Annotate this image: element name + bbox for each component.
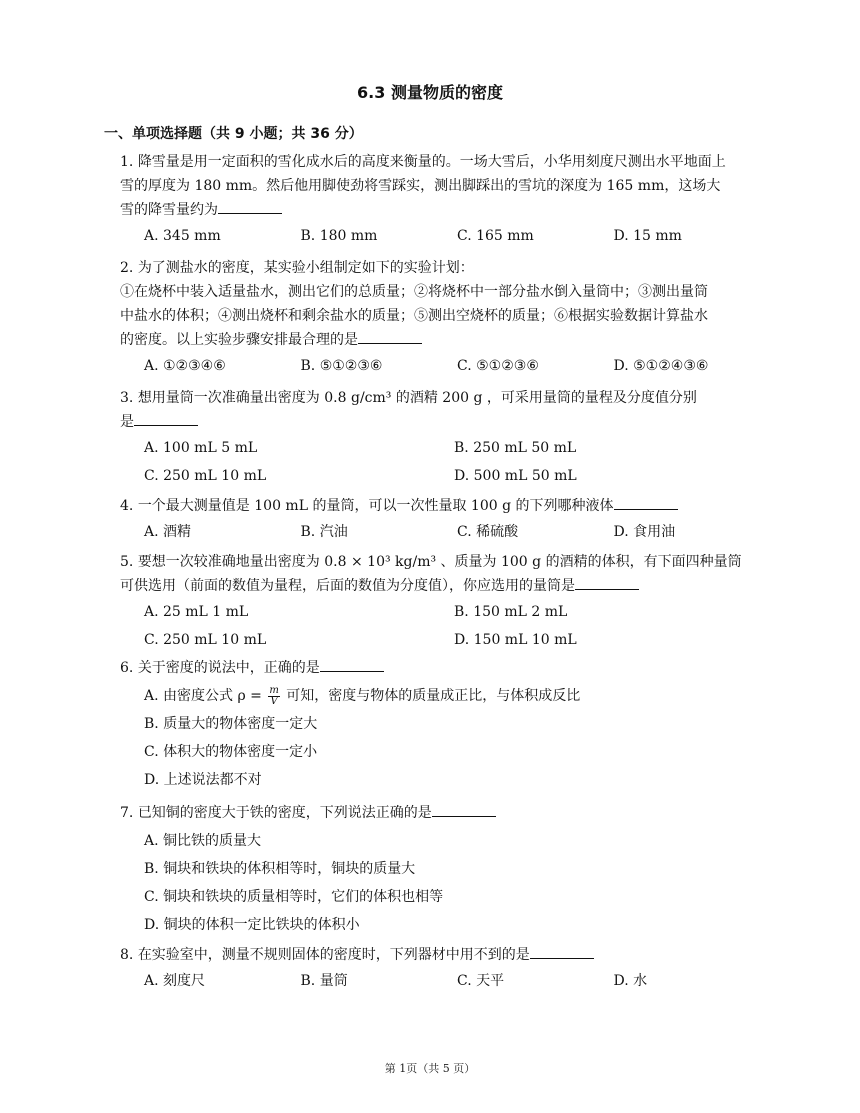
question-number: 7.	[120, 805, 134, 821]
option-d: D. 食用油	[613, 524, 676, 540]
question-number: 4.	[120, 498, 134, 514]
option-d: D. 铜块的体积一定比铁块的体积小	[144, 917, 360, 933]
option-c: C. 铜块和铁块的质量相等时，它们的体积也相等	[144, 889, 444, 905]
option-b: B. 150 mL 2 mL	[454, 604, 568, 620]
option-c: C. 250 mL 10 mL	[144, 468, 267, 484]
question-4-options	[120, 520, 770, 544]
option-a: A. 345 mm	[144, 228, 221, 244]
question-3	[120, 386, 770, 488]
question-5-stem: 5. 要想一次较准确地量出密度为 0.8 × 10³ kg/m³ 、质量为 100 g 的酒精的体积，有下面四种量筒 可供选用（前面的数值为量程，后面的数值为分度值），你应选用的量筒是	[120, 554, 742, 594]
page-title: 6.3 测量物质的密度	[357, 83, 503, 102]
question-2	[120, 256, 770, 378]
question-3-stem: 3. 想用量筒一次准确量出密度为 0.8 g/cm³ 的酒精 200 g ，可采用量筒的量程及分度值分别 是	[120, 390, 697, 430]
question-7	[120, 801, 770, 939]
question-number: 6.	[120, 660, 134, 676]
question-number: 3.	[120, 390, 134, 406]
option-c: C. 体积大的物体密度一定小	[144, 744, 318, 760]
question-7-stem: 7. 已知铜的密度大于铁的密度，下列说法正确的是	[120, 801, 770, 825]
option-a: A. ①②③④⑥	[144, 358, 226, 374]
option-a: A. 铜比铁的质量大	[144, 833, 262, 849]
question-3-options	[120, 436, 770, 488]
option-d: D. 150 mL 10 mL	[454, 632, 577, 648]
option-b: B. 250 mL 50 mL	[454, 440, 577, 456]
question-6-stem: 6. 关于密度的说法中，正确的是	[120, 656, 770, 680]
option-c: C. 稀硫酸	[457, 524, 519, 540]
question-5	[120, 550, 770, 652]
option-a: A. 由密度公式 ρ = $\frac{m}{V}$ 可知，密度与物体的质量成正比，与体积成反比	[144, 684, 581, 707]
option-c: C. ⑤①②③⑥	[457, 358, 539, 374]
answer-blank	[358, 329, 422, 344]
option-d: D. ⑤①②④③⑥	[613, 358, 709, 374]
question-4-stem: 4. 一个最大测量值是 100 mL 的量筒，可以一次性量取 100 g 的下列哪种液体	[120, 494, 770, 518]
option-b: B. 铜块和铁块的体积相等时，铜块的质量大	[144, 861, 416, 877]
answer-blank	[320, 657, 384, 672]
option-a: A. 100 mL 5 mL	[144, 440, 258, 456]
question-number: 8.	[120, 947, 134, 963]
question-7-options	[120, 827, 770, 939]
question-1-options	[120, 224, 770, 248]
section-heading: 一、单项选择题（共 9 小题；共 36 分）	[104, 126, 363, 142]
option-d: D. 水	[613, 973, 648, 989]
question-4	[120, 494, 770, 544]
question-2-stem: 2. 为了测盐水的密度，某实验小组制定如下的实验计划： ①在烧杯中装入适量盐水，测出它们的总质量；②将烧杯中一部分盐水倒入量筒中；③测出量筒 中盐水的体积；④测出烧杯和剩余盐水的质量；⑤测出空烧杯的质量；⑥根据实验数据计算盐水 的密度。以上实验步骤安排最合理的是	[120, 260, 708, 348]
question-1	[120, 150, 770, 248]
question-5-options	[120, 600, 770, 652]
option-a: A. 25 mL 1 mL	[144, 604, 249, 620]
question-number: 2.	[120, 260, 134, 276]
option-a: A. 刻度尺	[144, 973, 206, 989]
answer-blank	[575, 575, 639, 590]
question-8-stem: 8. 在实验室中，测量不规则固体的密度时，下列器材中用不到的是	[120, 943, 770, 967]
option-b: B. 质量大的物体密度一定大	[144, 716, 318, 732]
option-c: C. 250 mL 10 mL	[144, 632, 267, 648]
answer-blank	[218, 199, 282, 214]
question-1-stem: 1. 降雪量是用一定面积的雪化成水后的高度来衡量的。一场大雪后，小华用刻度尺测出水平地面上 雪的厚度为 180 mm。然后他用脚使劲将雪踩实，测出脚踩出的雪坑的深度为 165 mm，这场大 雪的降雪量约为	[120, 154, 726, 218]
question-8	[120, 943, 770, 993]
question-8-options	[120, 969, 770, 993]
answer-blank	[432, 802, 496, 817]
option-c: C. 天平	[457, 973, 505, 989]
question-2-options	[120, 354, 770, 378]
option-a: A. 酒精	[144, 524, 192, 540]
option-b: B. ⑤①②③⑥	[300, 358, 383, 374]
option-b: B. 180 mm	[300, 228, 378, 244]
answer-blank	[134, 411, 198, 426]
answer-blank	[530, 944, 594, 959]
density-formula-fraction: $\frac{m}{V}$	[269, 684, 279, 707]
question-number: 1.	[120, 154, 134, 170]
option-d: D. 上述说法都不对	[144, 772, 262, 788]
option-c: C. 165 mm	[457, 228, 534, 244]
question-6	[120, 656, 770, 794]
option-b: B. 量筒	[300, 973, 348, 989]
option-b: B. 汽油	[300, 524, 348, 540]
question-number: 5.	[120, 554, 134, 570]
option-d: D. 15 mm	[613, 228, 682, 244]
page-footer: 第 1页（共 5 页）	[384, 1062, 476, 1075]
answer-blank	[614, 495, 678, 510]
option-d: D. 500 mL 50 mL	[454, 468, 577, 484]
question-6-options	[120, 682, 770, 794]
